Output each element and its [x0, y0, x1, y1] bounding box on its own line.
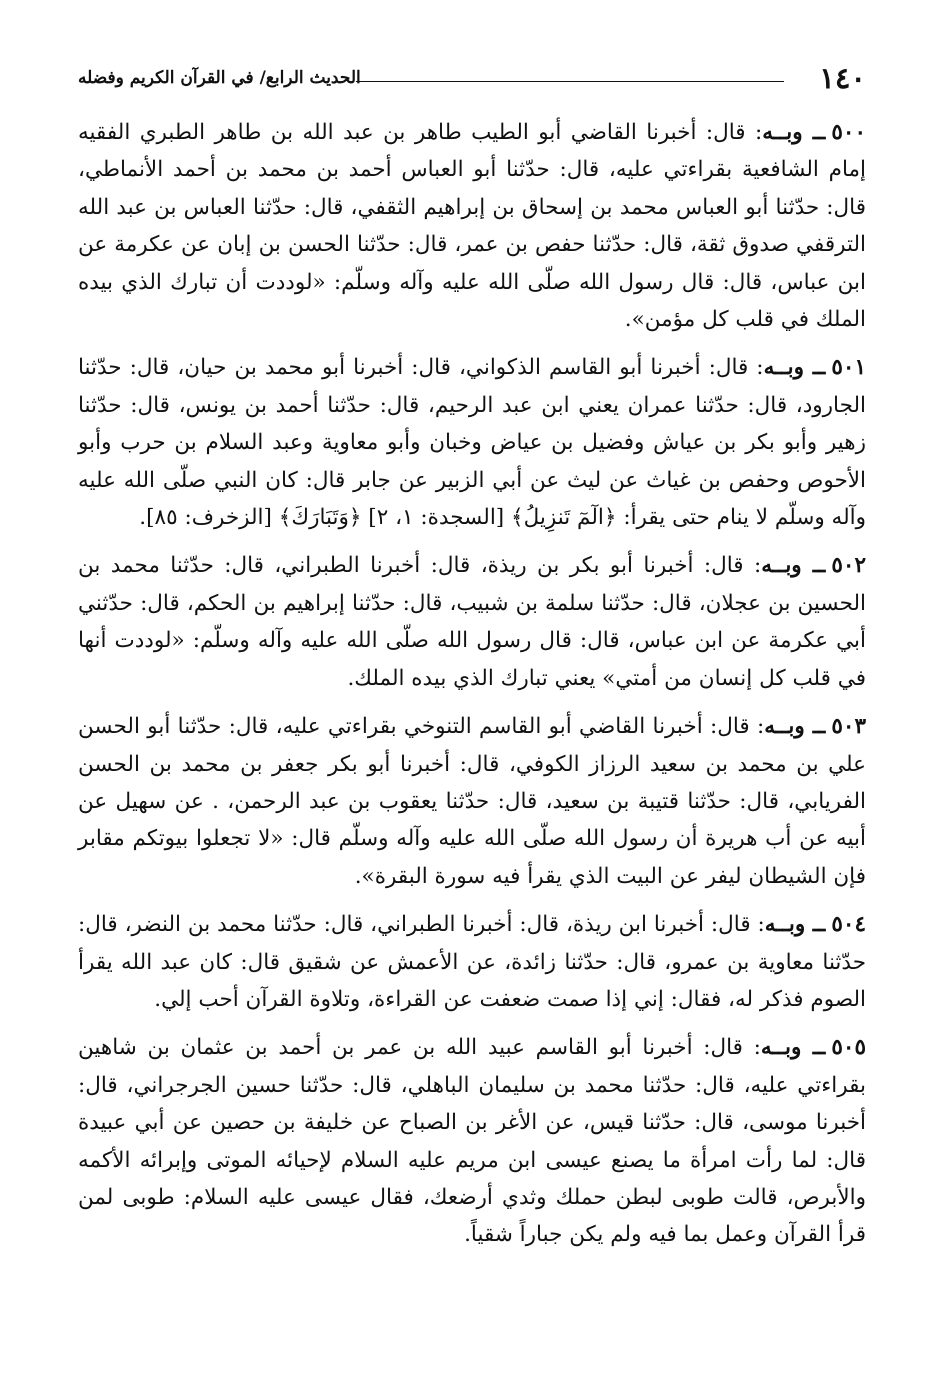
paragraph-text: : قال: أخبرنا القاضي أبو القاسم التنوخي بقراءتي عليه، قال: حدّثنا أبو الحسن علي بن محمد بن سعيد الرزاز الكوفي، قال: أخبرنا أبو بكر جعفر بن محمد بن الحسن الفريابي، قال: حدّثنا قتيبة بن سعيد، قال: حدّثنا يعقوب بن عبد الرحمن، . عن سهيل عن أبيه عن أب هريرة أن رسول الله صلّى الله عليه وآله وسلّم قال: «لا تجعلوا بيوتكم مقابر فإن الشيطان ليفر عن البيت الذي يقرأ فيه سورة البقرة». — [78, 714, 866, 889]
paragraph-text: : قال: أخبرنا القاضي أبو الطيب طاهر بن عبد الله بن طاهر الطبري الفقيه إمام الشافعية بقراءتي عليه، قال: حدّثنا أبو العباس أحمد بن محمد بن أحمد الأنماطي، قال: حدّثنا أبو العباس محمد بن إسحاق بن إبراهيم الثقفي، قال: حدّثنا العباس بن عبد الله الترقفي صدوق ثقة، قال: حدّثنا حفص بن عمر، قال: حدّثنا الحسن بن إبان عن عكرمة عن ابن عباس، قال: قال رسول الله صلّى الله عليه وآله وسلّم: «لوددت أن تبارك الذي بيده الملك في قلب كل مؤمن». — [78, 120, 866, 333]
paragraph-lead: ــ وبــه — [760, 1035, 826, 1061]
paragraph-text: : قال: أخبرنا أبو بكر بن ريذة، قال: أخبرنا الطبراني، قال: حدّثنا محمد بن الحسين بن عجلان، قال: حدّثنا سلمة بن شبيب، قال: حدّثنا إبراهيم بن الحكم، قال: حدّثني أبي عكرمة عن ابن عباس، قال: قال رسول الله صلّى الله عليه وآله وسلّم: «لوددت أنها في قلب كل إنسان من أمتي» يعني تبارك الذي بيده الملك. — [78, 553, 866, 691]
paragraph-number: ٥٠٣ — [831, 714, 866, 740]
paragraph-number: ٥٠١ — [831, 355, 866, 381]
page-number: ١٤٠ — [819, 61, 866, 95]
paragraph-text: : قال: أخبرنا أبو القاسم الذكواني، قال: أخبرنا أبو محمد بن حيان، قال: حدّثنا الجارود، قال: حدّثنا عمران يعني ابن عبد الرحيم، قال: حدّثنا أحمد بن يونس، قال: حدّثنا زهير وأبو بكر بن عياش وفضيل بن عياض وخبان وأبو معاوية وعبد السلام بن حرب وأبو الأحوص وحفص بن غياث عن ليث عن أبي الزبير عن جابر قال: كان النبي صلّى الله عليه وآله وسلّم لا ينام حتى يقرأ: ﴿الٓمٓ تَنزِيلُ﴾ [السجدة: ١، ٢] ﴿وَتَبَارَكَ﴾ [الزخرف: ٨٥]. — [78, 355, 866, 531]
hadith-paragraph-504 — [78, 906, 866, 1018]
paragraph-text: : قال: أخبرنا أبو القاسم عبيد الله بن عمر بن أحمد بن عثمان بن شاهين بقراءتي عليه، قال: حدّثنا محمد بن سليمان الباهلي، قال: حدّثنا حسين الجرجراني، قال: أخبرنا موسى، قال: حدّثنا قيس، عن الأغر بن الصباح عن خليفة بن حصين عن أبي عبيدة قال: لما رأت امرأة ما يصنع عيسى ابن مريم عليه السلام لإحيائه الموتى وإبرائه الأكمه والأبرص، قالت طوبى لبطن حملك وثدي أرضعك، فقال عيسى عليه السلام: طوبى لمن قرأ القرآن وعمل بما فيه ولم يكن جباراً شقياً. — [78, 1035, 866, 1248]
running-title: الحديث الرابع/ في القرآن الكريم وفضله — [78, 68, 361, 88]
hadith-paragraph-502 — [78, 547, 866, 697]
paragraph-number: ٥٠٢ — [831, 553, 866, 579]
hadith-paragraph-505 — [78, 1029, 866, 1253]
header-rule — [356, 81, 784, 82]
paragraph-text: : قال: أخبرنا ابن ريذة، قال: أخبرنا الطبراني، قال: حدّثنا محمد بن النضر، قال: حدّثنا معاوية بن عمرو، قال: حدّثنا زائدة، عن الأعمش عن شقيق قال: كان عبد الله يقرأ الصوم فذكر له، فقال: إني إذا صمت ضعفت عن القراءة، وتلاوة القرآن أحب إلي. — [78, 912, 866, 1012]
hadith-paragraph-500 — [78, 114, 866, 338]
paragraph-lead: ــ وبــه — [761, 553, 826, 579]
paragraph-lead: ــ وبــه — [763, 355, 826, 381]
hadith-paragraph-503 — [78, 708, 866, 895]
paragraph-number: ٥٠٠ — [831, 120, 866, 145]
paragraph-number: ٥٠٤ — [831, 912, 867, 938]
hadith-paragraph-501 — [78, 349, 866, 536]
paragraph-lead: ــ وبــه — [764, 912, 826, 938]
paragraph-lead: ــ وبــه — [762, 120, 826, 145]
paragraph-lead: ــ وبــه — [764, 714, 826, 740]
page-body — [78, 114, 866, 1265]
page-header — [78, 60, 866, 96]
paragraph-number: ٥٠٥ — [831, 1035, 866, 1061]
